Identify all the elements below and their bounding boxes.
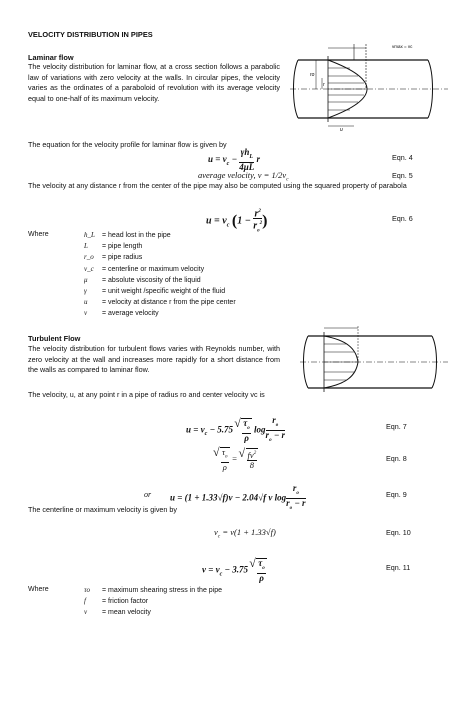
eq5: average velocity, $v = 1/2v_c$ — [198, 170, 289, 183]
laminar-where: Where — [28, 231, 49, 238]
def-row: v = average velocity — [84, 309, 159, 318]
eq4-intro: The equation for the velocity profile for laminar flow is given by — [28, 140, 227, 149]
def-row: f = friction factor — [84, 597, 149, 606]
eq7: $u = v_c - 5.75$ √ $\frac{\tau_o}{\rho}$ log $\frac{r_o}{r_o - r}$ — [186, 416, 285, 445]
eq6: $u = v_c$ (1 − $\frac{r^2}{r_o^2}$ ) — [206, 208, 268, 234]
eq6-label: Eqn. 6 — [392, 214, 413, 223]
eq7-label: Eqn. 7 — [386, 422, 407, 431]
laminar-heading: Laminar flow — [28, 53, 74, 62]
eq9: u = (1 + 1.33√f)v − 2.04√f v log $\frac{r_o}{r_o - r}$ — [170, 483, 306, 511]
def-row: h_L = head lost in the pipe — [84, 231, 171, 239]
def-row: L = pipe length — [84, 242, 143, 251]
turbulent-profile-figure — [300, 322, 450, 402]
eq4-label: Eqn. 4 — [392, 153, 413, 162]
eq10-label: Eqn. 10 — [386, 528, 411, 537]
vmax-label: vmax = vc — [392, 44, 413, 49]
eq11-label: Eqn. 11 — [386, 563, 411, 572]
def-row: γ = unit weight /specific weight of the fluid — [84, 287, 226, 296]
def-row: τo = maximum shearing stress in the pipe — [84, 586, 223, 594]
def-row: v_c = centerline or maximum velocity — [84, 264, 205, 273]
eq8: √ $\frac{\tau_o}{\rho}$ = √ $\frac{fv^2}{8}$ — [214, 447, 258, 472]
eq4: $u = v_c$ − $\frac{\gamma h_L}{4\mu L}$ r — [208, 147, 261, 172]
eq5-label: Eqn. 5 — [392, 171, 413, 180]
turbulent-where: Where — [28, 586, 49, 593]
laminar-paragraph: The velocity distribution for laminar flow, at a cross section follows a parabolic law of variations with zero velocity at the walls. In circular pipes, the velocity varies as the ordinates of a paraboloid of revolution with its average velocity equal to one-half of its maximum velocity. — [28, 62, 280, 103]
squared-property-text: The velocity at any distance r from the center of the pipe may also be computed using the squared property of parabola — [28, 181, 407, 190]
def-row: μ = absolute viscosity of the liquid — [84, 275, 201, 284]
u-label: u — [340, 127, 343, 133]
turbulent-heading: Turbulent Flow — [28, 334, 81, 343]
laminar-profile-figure — [288, 38, 454, 134]
laminar-definitions — [84, 230, 236, 320]
centerline-text: The centerline or maximum velocity is given by — [28, 505, 177, 514]
def-row: u = velocity at distance r from the pipe center — [84, 298, 236, 307]
r-label: r — [323, 82, 325, 88]
def-row: r_o = pipe radius — [84, 253, 143, 262]
eq5-text: average velocity, v = 1/2v — [198, 170, 287, 180]
eq9-label: Eqn. 9 — [386, 490, 407, 499]
eq10: $v_c = v(1 + 1.33√f)$ — [214, 527, 276, 540]
ro-label: ro — [310, 72, 315, 78]
eq9-or: or — [144, 490, 152, 499]
eq8-label: Eqn. 8 — [386, 454, 407, 463]
page-title: VELOCITY DISTRIBUTION IN PIPES — [28, 30, 153, 39]
turbulent-paragraph: The velocity distribution for turbulent flows varies with Reynolds number, with zero velocity at the wall and increases more rapidly for a short distance from the walls as compared to laminar flow. — [28, 344, 280, 375]
eq11: $v = v_c - 3.75$ √ $\frac{\tau_o}{\rho}$ — [202, 558, 267, 583]
def-row: v = mean velocity — [84, 608, 151, 617]
turbulent-definitions — [84, 585, 222, 619]
turbulent-point-text: The velocity, u, at any point r in a pipe of radius ro and center velocity vc is — [28, 390, 265, 399]
